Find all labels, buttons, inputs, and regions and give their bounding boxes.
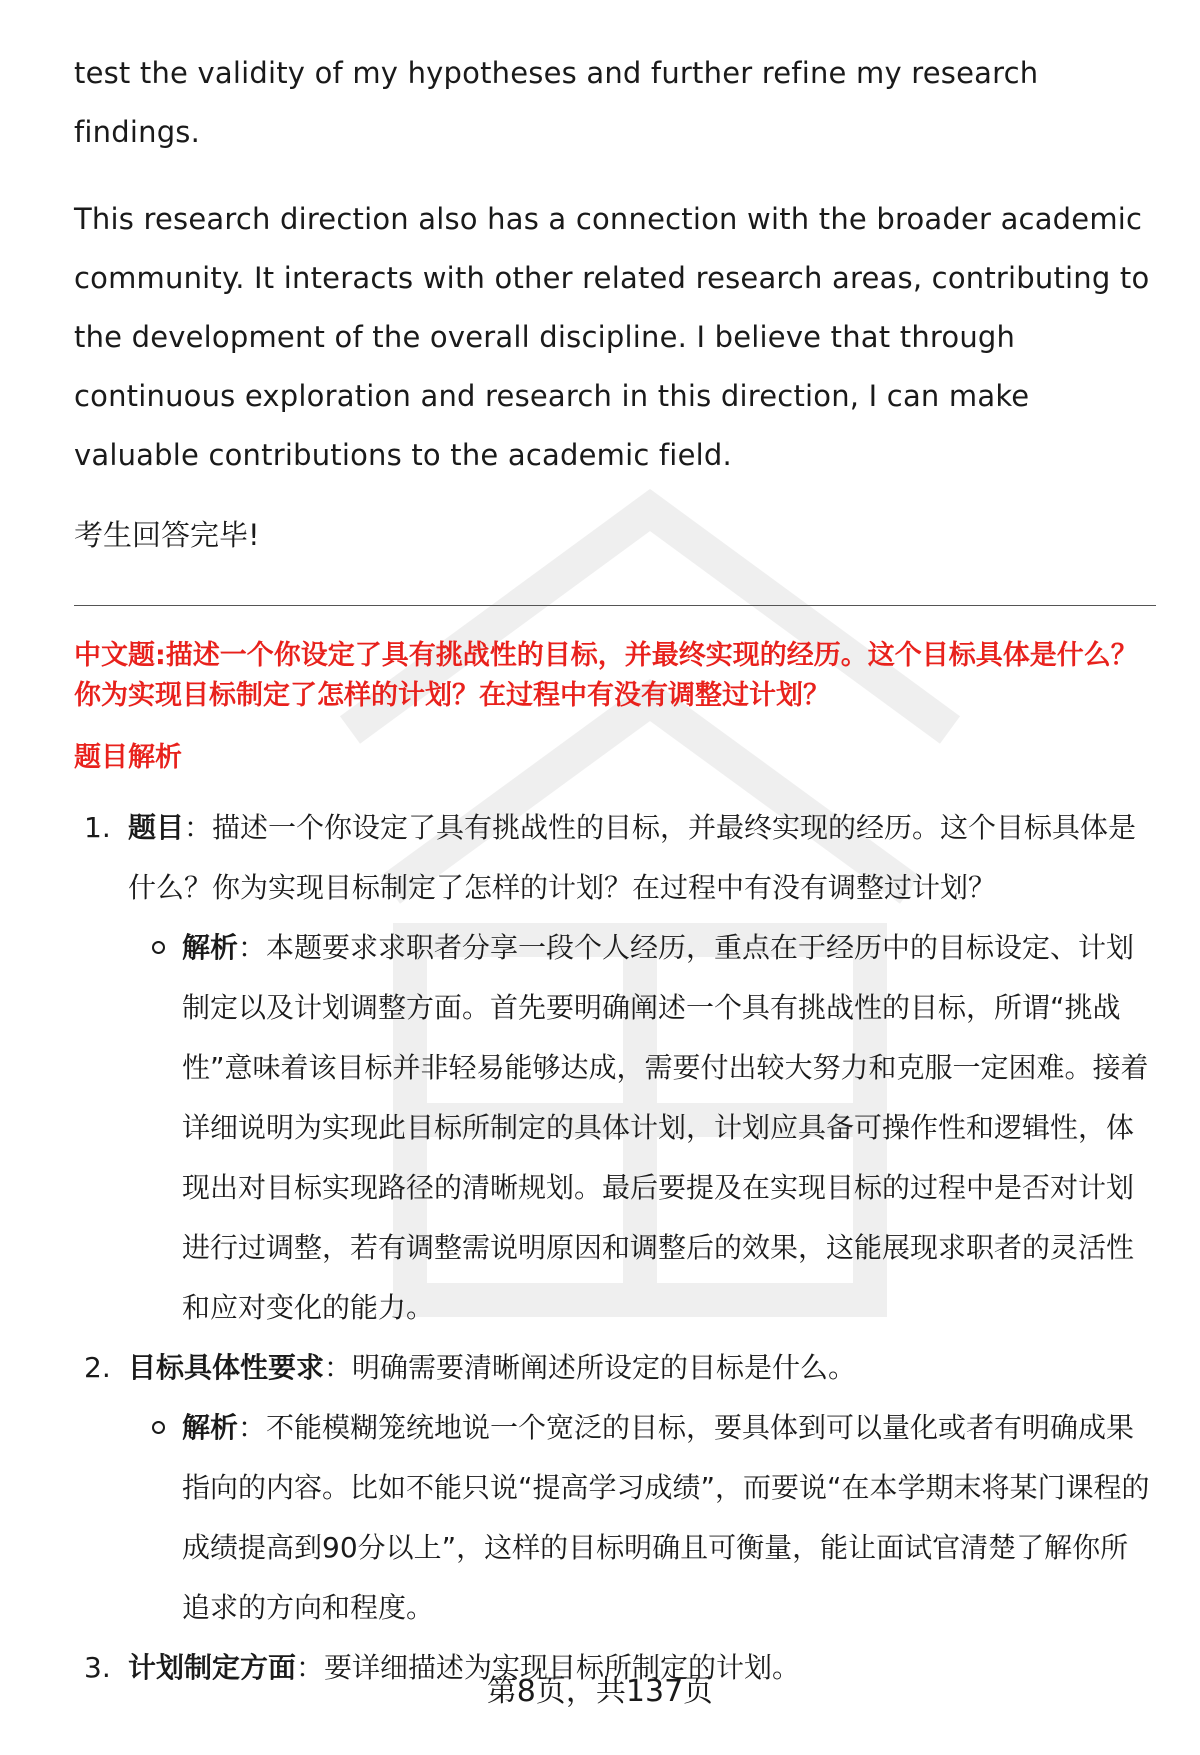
section-title: 题目解析	[74, 742, 182, 773]
sub-item-text: ：本题要求求职者分享一段个人经历，重点在于经历中的目标设定、计划制定以及计划调整方面。首先要明确阐述一个具有挑战性的目标，所谓“挑战性”意味着该目标并非轻易能够达成，需要付出较大努力和克服一定困难。接着详细说明为实现此目标所制定的具体计划，计划应具备可操作性和逻辑性，体现出对目标实现路径的清晰规划。最后要提及在实现目标的过程中是否对计划进行过调整，若有调整需说明原因和调整后的效果，这能展现求职者的灵活性和应对变化的能力。	[182, 931, 1149, 1324]
paragraph-research-direction: This research direction also has a connection with the broader academic community. It interacts with other related research areas, contributing to the development of the overall discipline. I believe that through continuous exploration and research in this direction, I can make valuable contributions to the academic field.	[74, 202, 1150, 472]
document-content	[74, 44, 1154, 1698]
page-number-footer: 第8页，共137页	[486, 1674, 714, 1709]
paragraph-continuation: test the validity of my hypotheses and further refine my research findings.	[74, 56, 1039, 149]
sub-item	[128, 918, 1154, 1338]
sub-item-text: ：不能模糊笼统地说一个宽泛的目标，要具体到可以量化或者有明确成果指向的内容。比如不能只说“提高学习成绩”，而要说“在本学期末将某门课程的成绩提高到90分以上”，这样的目标明确且可衡量，能让面试官清楚了解你所追求的方向和程度。	[182, 1411, 1150, 1624]
circle-bullet-icon	[152, 941, 165, 954]
question-heading: 中文题:描述一个你设定了具有挑战性的目标，并最终实现的经历。这个目标具体是什么？你为实现目标制定了怎样的计划？在过程中有没有调整过计划？	[74, 640, 1138, 711]
sub-item-label: 解析	[182, 931, 239, 964]
item-text: ：描述一个你设定了具有挑战性的目标，并最终实现的经历。这个目标具体是什么？你为实现目标制定了怎样的计划？在过程中有没有调整过计划？	[128, 811, 1137, 904]
item-text: ：明确需要清晰阐述所设定的目标是什么。	[324, 1351, 857, 1384]
item-label: 目标具体性要求	[128, 1351, 325, 1384]
analysis-list	[74, 798, 1154, 1698]
list-item	[74, 798, 1154, 1338]
closing-remark: 考生回答完毕!	[74, 518, 260, 552]
sub-item-label: 解析	[182, 1411, 239, 1444]
item-label: 题目	[128, 811, 185, 844]
circle-bullet-icon	[152, 1421, 165, 1434]
list-item	[74, 1338, 1154, 1638]
list-number: 2.	[84, 1351, 111, 1384]
section-divider	[74, 605, 1156, 606]
item-label: 计划制定方面	[128, 1651, 297, 1684]
list-number: 1.	[84, 811, 111, 844]
sub-item	[128, 1398, 1154, 1638]
list-number: 3.	[84, 1651, 111, 1684]
item-text: ：要详细描述为实现目标所制定的计划。	[296, 1651, 801, 1684]
